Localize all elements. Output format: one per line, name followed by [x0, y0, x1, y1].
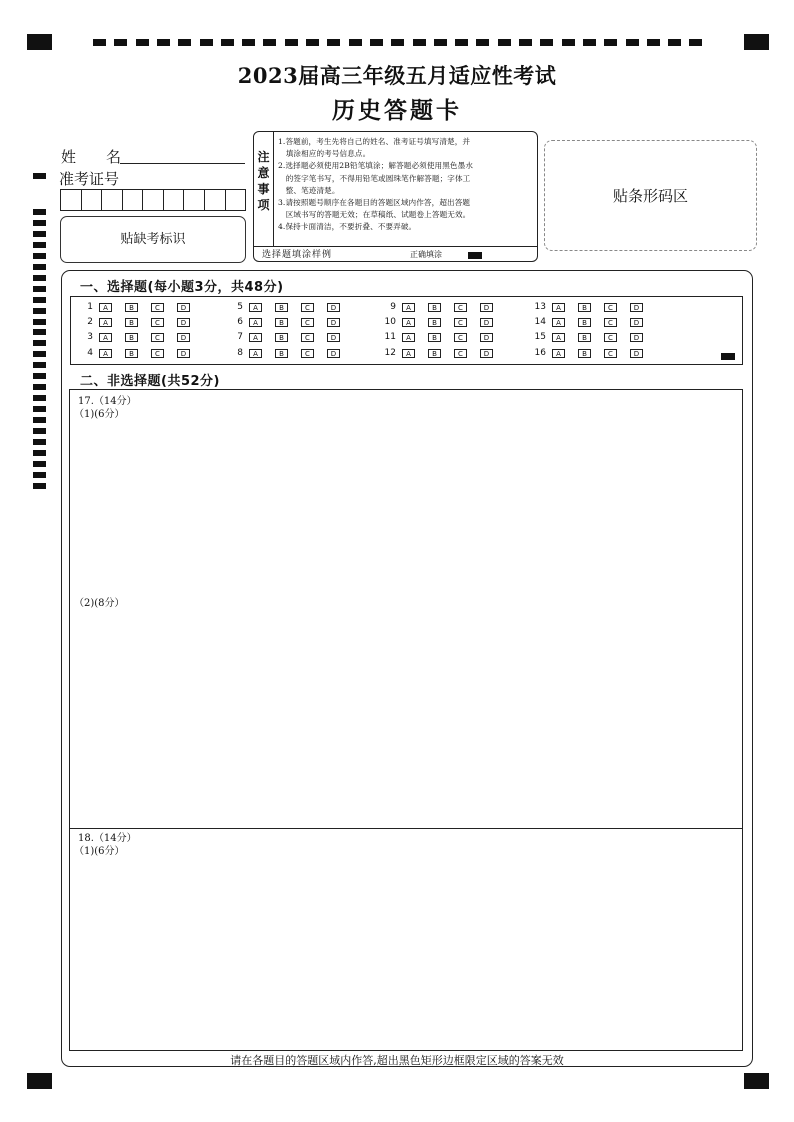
correct-fill-sample — [468, 252, 482, 259]
option-bubble-b[interactable]: B — [275, 349, 288, 358]
mcq-question — [217, 347, 353, 359]
mcq-question — [67, 316, 203, 328]
timing-mark — [33, 308, 46, 314]
timing-mark — [114, 39, 127, 46]
question-number: 9 — [390, 302, 396, 312]
question-number: 15 — [534, 332, 546, 342]
option-bubble-a[interactable]: A — [249, 349, 262, 358]
timing-mark — [33, 483, 46, 489]
mcq-question — [370, 331, 506, 343]
answer-area-q17[interactable] — [69, 389, 743, 829]
mcq-question — [217, 316, 353, 328]
timing-mark — [689, 39, 702, 46]
timing-mark — [33, 329, 46, 335]
option-bubble-d[interactable]: D — [177, 303, 190, 312]
timing-mark — [33, 231, 46, 237]
timing-mark — [562, 39, 575, 46]
option-bubble-d[interactable]: D — [327, 318, 340, 327]
option-bubble-c[interactable]: C — [604, 303, 617, 312]
question-number: 1 — [87, 302, 93, 312]
timing-mark — [33, 297, 46, 303]
option-bubble-c[interactable]: C — [151, 318, 164, 327]
mcq-question — [520, 301, 656, 313]
timing-mark — [498, 39, 511, 46]
option-bubble-d[interactable]: D — [177, 333, 190, 342]
option-bubble-c[interactable]: C — [151, 303, 164, 312]
option-bubble-c[interactable]: C — [454, 303, 467, 312]
option-bubble-c[interactable]: C — [301, 303, 314, 312]
mcq-question — [520, 316, 656, 328]
question-number: 12 — [384, 348, 396, 358]
question-number: 11 — [384, 332, 396, 342]
option-bubble-d[interactable]: D — [327, 303, 340, 312]
timing-mark — [33, 275, 46, 281]
option-bubble-d[interactable]: D — [177, 349, 190, 358]
option-bubble-b[interactable]: B — [275, 333, 288, 342]
timing-mark — [33, 362, 46, 368]
timing-mark — [221, 39, 234, 46]
option-bubble-b[interactable]: B — [275, 318, 288, 327]
option-bubble-d[interactable]: D — [630, 303, 643, 312]
mcq-question — [370, 316, 506, 328]
option-bubble-d[interactable]: D — [177, 318, 190, 327]
timing-mark — [476, 39, 489, 46]
timing-mark — [285, 39, 298, 46]
question-number: 2 — [87, 317, 93, 327]
notice-side-label: 注 意 事 项 — [254, 132, 274, 246]
notice-box — [253, 131, 538, 262]
option-bubble-b[interactable]: B — [428, 303, 441, 312]
timing-mark — [33, 461, 46, 467]
timing-mark — [33, 395, 46, 401]
option-bubble-c[interactable]: C — [604, 349, 617, 358]
timing-mark — [33, 340, 46, 346]
timing-mark — [647, 39, 660, 46]
timing-mark — [33, 439, 46, 445]
correct-fill-label: 正确填涂 — [410, 250, 442, 259]
timing-mark — [626, 39, 639, 46]
mcq-question — [217, 331, 353, 343]
section2-title: 二、非选择题(共52分) — [80, 374, 220, 389]
question-number: 4 — [87, 348, 93, 358]
timing-mark — [370, 39, 383, 46]
timing-mark — [583, 39, 596, 46]
exam-id-boxes[interactable] — [60, 189, 246, 211]
question-number: 13 — [534, 302, 546, 312]
timing-mark — [391, 39, 404, 46]
option-bubble-b[interactable]: B — [428, 318, 441, 327]
timing-mark — [33, 472, 46, 478]
timing-mark — [33, 173, 46, 179]
option-bubble-a[interactable]: A — [99, 333, 112, 342]
option-bubble-a[interactable]: A — [249, 318, 262, 327]
option-bubble-c[interactable]: C — [454, 333, 467, 342]
option-bubble-d[interactable]: D — [630, 318, 643, 327]
option-bubble-d[interactable]: D — [630, 333, 643, 342]
exam-id-label: 准考证号 — [59, 170, 120, 188]
timing-mark — [413, 39, 426, 46]
timing-mark — [519, 39, 532, 46]
option-bubble-c[interactable]: C — [301, 318, 314, 327]
timing-mark — [668, 39, 681, 46]
timing-mark — [33, 428, 46, 434]
answer-area-q18[interactable] — [69, 828, 743, 1051]
option-bubble-d[interactable]: D — [480, 318, 493, 327]
mcq-question — [520, 347, 656, 359]
option-bubble-a[interactable]: A — [249, 333, 262, 342]
name-field[interactable] — [120, 162, 245, 164]
q17-part1: （1)(6分） — [74, 409, 125, 420]
timing-mark — [349, 39, 362, 46]
option-bubble-b[interactable]: B — [125, 333, 138, 342]
option-bubble-b[interactable]: B — [125, 318, 138, 327]
timing-mark — [136, 39, 149, 46]
timing-mark — [434, 39, 447, 46]
question-number: 10 — [384, 317, 396, 327]
card-title: 历史答题卡 — [332, 97, 462, 124]
option-bubble-a[interactable]: A — [552, 303, 565, 312]
option-bubble-a[interactable]: A — [552, 318, 565, 327]
option-bubble-a[interactable]: A — [402, 349, 415, 358]
option-bubble-b[interactable]: B — [428, 349, 441, 358]
timing-mark — [263, 39, 276, 46]
option-bubble-a[interactable]: A — [552, 333, 565, 342]
timing-mark — [306, 39, 319, 46]
fill-sample-label: 选择题填涂样例 — [262, 250, 333, 260]
timing-mark — [33, 264, 46, 270]
mcq-question — [67, 331, 203, 343]
option-bubble-d[interactable]: D — [480, 349, 493, 358]
option-bubble-d[interactable]: D — [327, 333, 340, 342]
option-bubble-b[interactable]: B — [275, 303, 288, 312]
option-bubble-b[interactable]: B — [578, 333, 591, 342]
option-bubble-d[interactable]: D — [480, 333, 493, 342]
mcq-question — [217, 301, 353, 313]
timing-mark — [33, 253, 46, 259]
mcq-corner-mark — [721, 353, 735, 360]
timing-mark — [327, 39, 340, 46]
option-bubble-a[interactable]: A — [402, 318, 415, 327]
q17-part2: （2)(8分） — [74, 598, 125, 609]
corner-mark-top-right — [744, 34, 769, 50]
timing-mark — [604, 39, 617, 46]
option-bubble-a[interactable]: A — [402, 333, 415, 342]
option-bubble-d[interactable]: D — [327, 349, 340, 358]
timing-mark — [33, 242, 46, 248]
question-number: 8 — [237, 348, 243, 358]
timing-mark — [33, 286, 46, 292]
timing-mark — [455, 39, 468, 46]
option-bubble-a[interactable]: A — [99, 349, 112, 358]
name-label: 姓 名 — [61, 148, 122, 166]
option-bubble-c[interactable]: C — [454, 318, 467, 327]
absence-mark-area[interactable] — [60, 216, 246, 263]
timing-mark — [178, 39, 191, 46]
timing-mark — [33, 319, 46, 325]
q17-title: 17.（14分） — [78, 396, 137, 407]
option-bubble-a[interactable]: A — [552, 349, 565, 358]
corner-mark-top-left — [27, 34, 52, 50]
timing-mark — [33, 384, 46, 390]
question-number: 6 — [237, 317, 243, 327]
mcq-question — [67, 301, 203, 313]
timing-mark — [200, 39, 213, 46]
option-bubble-c[interactable]: C — [604, 318, 617, 327]
barcode-label: 贴条形码区 — [612, 187, 688, 205]
option-bubble-c[interactable]: C — [301, 349, 314, 358]
question-number: 14 — [534, 317, 546, 327]
timing-mark — [540, 39, 553, 46]
question-number: 16 — [534, 348, 546, 358]
barcode-area[interactable] — [544, 140, 757, 251]
timing-mark — [33, 450, 46, 456]
option-bubble-c[interactable]: C — [301, 333, 314, 342]
q18-part1: （1)(6分） — [74, 846, 125, 857]
timing-mark — [157, 39, 170, 46]
mcq-question — [520, 331, 656, 343]
option-bubble-c[interactable]: C — [604, 333, 617, 342]
mcq-question — [370, 347, 506, 359]
notice-instructions: 1.答题前，考生先将自己的姓名、准考证号填写清楚，并 填涂相应的考号信息点。 2.选择题必须使用2B铅笔填涂；解答题必须使用黑色墨水 的签字笔书写，不得用铅笔或圆珠笔作解答题；字体工 整、笔迹清楚。 3.请按照题号顺序在各题目的答题区域内作答，超出答题 区域书写的答题无效；在草稿纸、试题卷上答题无效。 4.保持卡面清洁，不要折叠、不要弄破。 — [278, 137, 474, 232]
option-bubble-b[interactable]: B — [125, 349, 138, 358]
section1-title: 一、选择题(每小题3分，共48分) — [80, 280, 284, 295]
timing-mark — [33, 351, 46, 357]
option-bubble-c[interactable]: C — [151, 349, 164, 358]
option-bubble-a[interactable]: A — [402, 303, 415, 312]
timing-mark — [33, 373, 46, 379]
corner-mark-bottom-left — [27, 1073, 52, 1089]
option-bubble-b[interactable]: B — [428, 333, 441, 342]
option-bubble-a[interactable]: A — [249, 303, 262, 312]
option-bubble-c[interactable]: C — [151, 333, 164, 342]
option-bubble-a[interactable]: A — [99, 303, 112, 312]
timing-mark — [33, 417, 46, 423]
absence-mark-label: 贴缺考标识 — [120, 232, 186, 247]
mcq-question — [370, 301, 506, 313]
option-bubble-d[interactable]: D — [480, 303, 493, 312]
q18-title: 18.（14分） — [78, 833, 137, 844]
option-bubble-b[interactable]: B — [578, 318, 591, 327]
option-bubble-b[interactable]: B — [125, 303, 138, 312]
timing-mark — [93, 39, 106, 46]
fill-sample-row — [254, 246, 537, 263]
question-number: 5 — [237, 302, 243, 312]
option-bubble-c[interactable]: C — [454, 349, 467, 358]
option-bubble-a[interactable]: A — [99, 318, 112, 327]
question-number: 7 — [237, 332, 243, 342]
timing-mark — [242, 39, 255, 46]
option-bubble-d[interactable]: D — [630, 349, 643, 358]
option-bubble-b[interactable]: B — [578, 303, 591, 312]
timing-mark — [33, 220, 46, 226]
timing-mark — [33, 209, 46, 215]
option-bubble-b[interactable]: B — [578, 349, 591, 358]
footer-note: 请在各题目的答题区域内作答,超出黑色矩形边框限定区域的答案无效 — [230, 1054, 564, 1067]
question-number: 3 — [87, 332, 93, 342]
timing-mark — [33, 406, 46, 412]
corner-mark-bottom-right — [744, 1073, 769, 1089]
exam-title: 2023届高三年级五月适应性考试 — [237, 63, 557, 88]
mcq-question — [67, 347, 203, 359]
